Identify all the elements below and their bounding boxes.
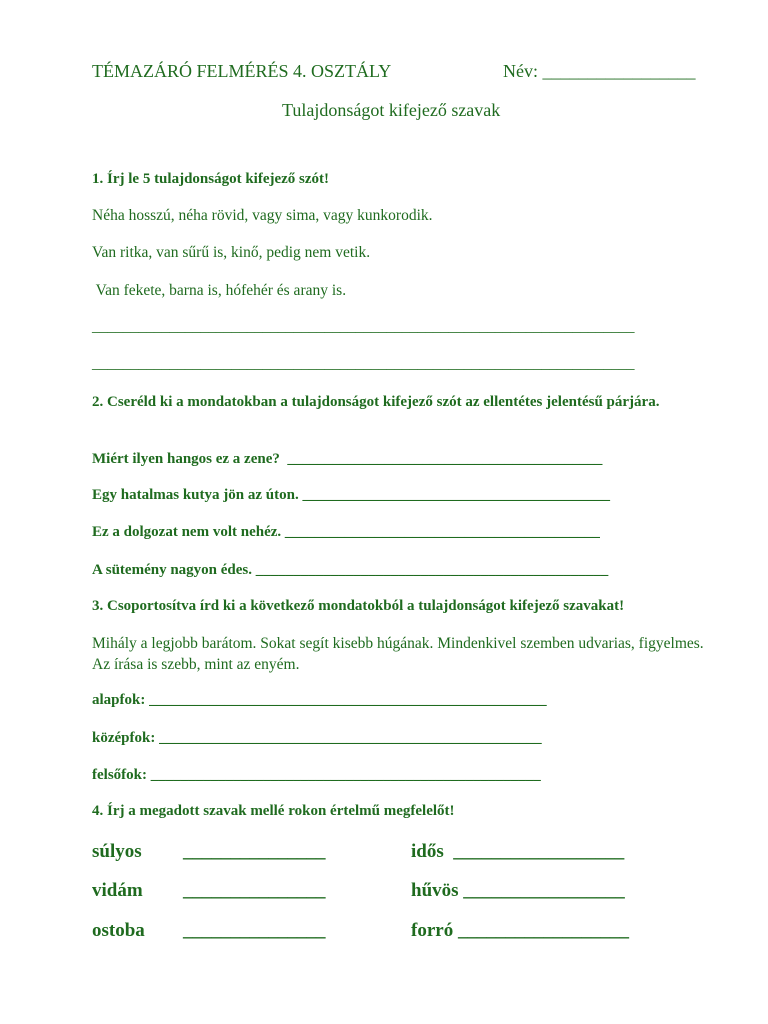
synonym-blank-3[interactable]: _______________	[183, 920, 326, 941]
synonym-right-3[interactable]: forró __________________	[411, 920, 629, 941]
riddle-line-2: Van ritka, van sűrű is, kinő, pedig nem vetik.	[92, 244, 371, 261]
worksheet-title: TÉMAZÁRÓ FELMÉRÉS 4. OSZTÁLY	[92, 61, 392, 81]
synonym-word-2: vidám	[92, 880, 143, 901]
name-field-label: Név: _________________	[503, 61, 696, 81]
riddle-line-1: Néha hosszú, néha rövid, vagy sima, vagy kunkorodik.	[92, 207, 433, 224]
synonym-word-1: súlyos	[92, 841, 142, 862]
comparison-superlative[interactable]: felsőfok: ____________________________________________________	[92, 767, 541, 783]
synonym-blank-2[interactable]: _______________	[183, 880, 326, 901]
worksheet-subtitle: Tulajdonságot kifejező szavak	[282, 100, 501, 120]
question-2-heading: 2. Cseréld ki a mondatokban a tulajdonságot kifejező szót az ellentétes jelentésű párjára.	[92, 394, 660, 410]
answer-line-1[interactable]: ______________________________________________________________________	[92, 318, 635, 335]
sentence-item-2[interactable]: Egy hatalmas kutya jön az úton. _________________________________________	[92, 487, 610, 503]
synonym-right-2[interactable]: hűvös _________________	[411, 880, 625, 901]
sentence-item-3[interactable]: Ez a dolgozat nem volt nehéz. __________________________________________	[92, 524, 600, 540]
comparison-comparative[interactable]: középfok: ___________________________________________________	[92, 730, 542, 746]
synonym-blank-1[interactable]: _______________	[183, 841, 326, 862]
sentence-item-1[interactable]: Miért ilyen hangos ez a zene? __________________________________________	[92, 451, 603, 467]
question-1-heading: 1. Írj le 5 tulajdonságot kifejező szót!	[92, 171, 330, 187]
comparison-basic[interactable]: alapfok: _____________________________________________________	[92, 692, 547, 708]
synonym-right-1[interactable]: idős __________________	[411, 841, 625, 862]
sentence-item-4[interactable]: A sütemény nagyon édes. _______________________________________________	[92, 562, 609, 578]
riddle-line-3: Van fekete, barna is, hófehér és arany is.	[92, 282, 347, 299]
synonym-word-3: ostoba	[92, 920, 145, 941]
answer-line-2[interactable]: ______________________________________________________________________	[92, 355, 635, 372]
question-4-heading: 4. Írj a megadott szavak mellé rokon értelmű megfelelőt!	[92, 803, 455, 819]
question-3-heading: 3. Csoportosítva írd ki a következő mondatokból a tulajdonságot kifejező szavakat!	[92, 598, 625, 614]
question-3-text: Mihály a legjobb barátom. Sokat segít kisebb húgának. Mindenkivel szemben udvarias, figyelmes. Az írása is szebb, mint az enyém.	[92, 635, 704, 673]
